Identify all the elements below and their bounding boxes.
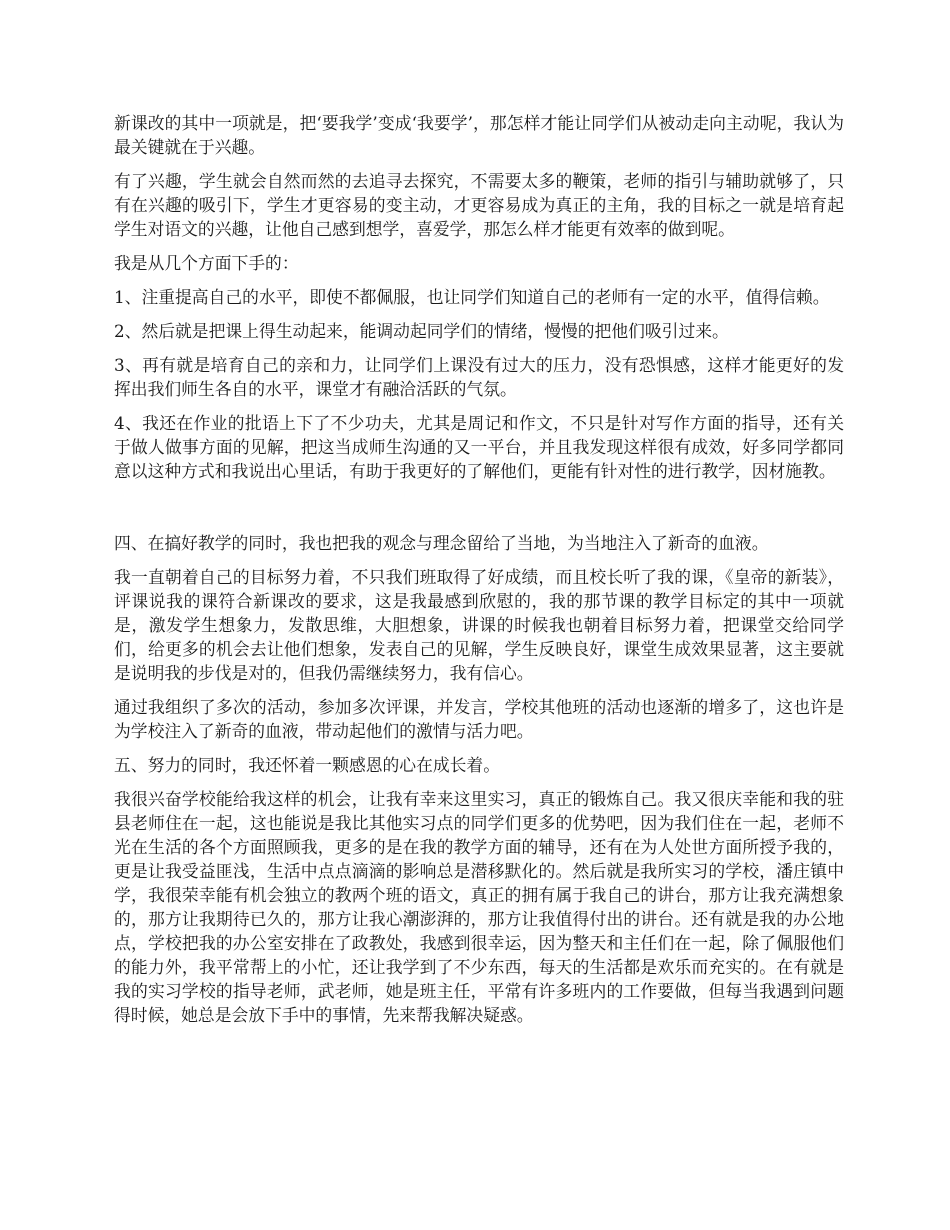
section-heading-five: 五、努力的同时，我还怀着一颗感恩的心在成长着。 xyxy=(114,755,500,775)
paragraph-interest-intro: 新课改的其中一项就是，把‘要我学’变成‘我要学’，那怎样才能让同学们从被动走向主动呢，我认为最关键就在于兴趣。 xyxy=(114,113,844,157)
section-heading-four: 四、在搞好教学的同时，我也把我的观念与理念留给了当地，为当地注入了新奇的血液。 xyxy=(114,533,769,553)
paragraph-method-2: 2、然后就是把课上得生动起来，能调动起同学们的情绪，慢慢的把他们吸引过来。 xyxy=(114,321,729,341)
section-gap xyxy=(114,493,844,531)
document-body xyxy=(114,111,844,1037)
paragraph-method-1: 1、注重提高自己的水平，即使不都佩服，也让同学们知道自己的老师有一定的水平，值得信赖。 xyxy=(114,287,830,307)
paragraph-methods-intro: 我是从几个方面下手的： xyxy=(114,253,299,273)
paragraph-interest-goal: 有了兴趣，学生就会自然而然的去追寻去探究，不需要太多的鞭策，老师的指引与辅助就够了，只有在兴趣的吸引下，学生才更容易的变主动，才更容易成为真正的主角，我的目标之一就是培育起学生对语文的兴趣，让他自己感到想学，喜爱学，那怎么样才能更有效率的做到呢。 xyxy=(114,171,844,239)
paragraph-method-4: 4、我还在作业的批语上下了不少功夫，尤其是周记和作文，不只是针对写作方面的指导，还有关于做人做事方面的见解，把这当成师生沟通的又一平台，并且我发现这样很有成效，好多同学都同意以这种方式和我说出心里话，有助于我更好的了解他们，更能有针对性的进行教学，因材施教。 xyxy=(114,413,844,481)
paragraph-lesson-review: 我一直朝着自己的目标努力着，不只我们班取得了好成绩，而且校长听了我的课，《皇帝的新装》，评课说我的课符合新课改的要求，这是我最感到欣慰的，我的那节课的教学目标定的其中一项就是，激发学生想象力，发散思维，大胆想象，讲课的时候我也朝着目标努力着，把课堂交给同学们，给更多的机会去让他们想象，发表自己的见解，学生反映良好，课堂生成效果显著，这主要就是说明我的步伐是对的，但我仍需继续努力，我有信心。 xyxy=(114,567,844,683)
paragraph-method-3: 3、再有就是培育自己的亲和力，让同学们上课没有过大的压力，没有恐惧感，这样才能更好的发挥出我们师生各自的水平，课堂才有融洽活跃的气氛。 xyxy=(114,355,844,399)
paragraph-gratitude: 我很兴奋学校能给我这样的机会，让我有幸来这里实习，真正的锻炼自己。我又很庆幸能和我的驻县老师住在一起，这也能说是我比其他实习点的同学们更多的优势吧，因为我们住在一起，老师不光在生活的各个方面照顾我，更多的是在我的教学方面的辅导，还有在为人处世方面所授予我的，更是让我受益匪浅，生活中点点滴滴的影响总是潜移默化的。然后就是我所实习的学校，潘庄镇中学，我很荣幸能有机会独立的教两个班的语文，真正的拥有属于我自己的讲台，那方让我充满想象的，那方让我期待已久的，那方让我心潮澎湃的，那方让我值得付出的讲台。还有就是我的办公地点，学校把我的办公室安排在了政教处，我感到很幸运，因为整天和主任们在一起，除了佩服他们的能力外，我平常帮上的小忙，还让我学到了不少东西，每天的生活都是欢乐而充实的。在有就是我的实习学校的指导老师，武老师，她是班主任，平常有许多班内的工作要做，但每当我遇到问题得时候，她总是会放下手中的事情，先来帮我解决疑惑。 xyxy=(114,789,844,1025)
paragraph-activities: 通过我组织了多次的活动，参加多次评课，并发言，学校其他班的活动也逐渐的增多了，这也许是为学校注入了新奇的血液，带动起他们的激情与活力吧。 xyxy=(114,697,844,741)
